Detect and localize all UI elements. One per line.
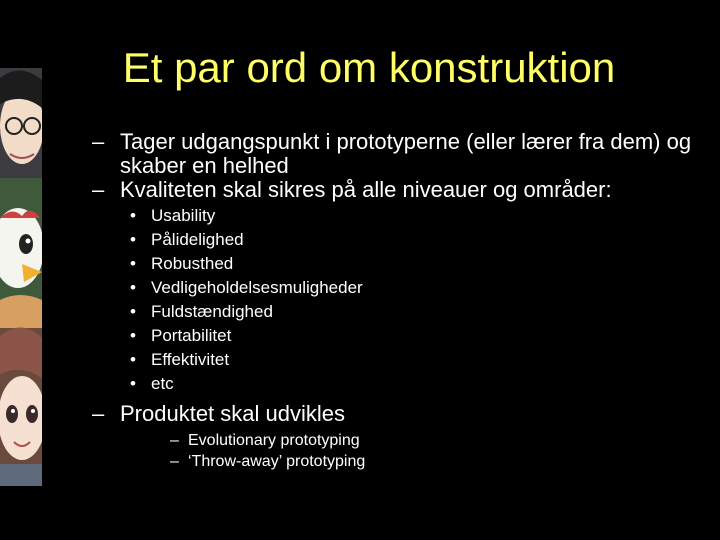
bullet-point bbox=[92, 130, 692, 178]
list-item bbox=[92, 451, 692, 472]
bullet-marker: • bbox=[130, 230, 136, 249]
list-item-text: Evolutionary prototyping bbox=[188, 432, 360, 449]
list-item bbox=[92, 372, 692, 396]
list-item-text: Portabilitet bbox=[151, 326, 232, 345]
bullet-marker: • bbox=[130, 254, 136, 273]
bullet-marker: • bbox=[130, 350, 136, 369]
prototyping-list bbox=[92, 430, 692, 472]
cartoon-characters-icon bbox=[0, 68, 42, 486]
list-item bbox=[92, 252, 692, 276]
list-item bbox=[92, 348, 692, 372]
bullet-marker: • bbox=[130, 374, 136, 393]
bullet-text: Tager udgangspunkt i prototyperne (eller lærer fra dem) og skaber en helhed bbox=[120, 129, 692, 178]
bullet-marker: • bbox=[130, 206, 136, 225]
list-item bbox=[92, 430, 692, 451]
list-item-text: etc bbox=[151, 374, 174, 393]
list-item bbox=[92, 228, 692, 252]
bullet-point bbox=[92, 178, 692, 202]
dash-marker: – bbox=[92, 177, 105, 202]
dash-marker: – bbox=[170, 432, 179, 449]
list-item-text: Pålidelighed bbox=[151, 230, 244, 249]
slide-title: Et par ord om konstruktion bbox=[122, 44, 616, 91]
list-item bbox=[92, 276, 692, 300]
dash-marker: – bbox=[92, 129, 105, 154]
list-item-text: ‘Throw-away’ prototyping bbox=[188, 453, 366, 470]
list-item-text: Vedligeholdelsesmuligheder bbox=[151, 278, 363, 297]
dash-marker: – bbox=[170, 453, 179, 470]
slide-body bbox=[92, 130, 692, 472]
list-item-text: Effektivitet bbox=[151, 350, 230, 369]
list-item bbox=[92, 324, 692, 348]
bullet-marker: • bbox=[130, 278, 136, 297]
bullet-marker: • bbox=[130, 302, 136, 321]
list-item-text: Fuldstændighed bbox=[151, 302, 273, 321]
bullet-text: Produktet skal udvikles bbox=[120, 401, 345, 426]
quality-attributes-list bbox=[92, 204, 692, 396]
list-item-text: Usability bbox=[151, 206, 216, 225]
list-item bbox=[92, 300, 692, 324]
list-item bbox=[92, 204, 692, 228]
bullet-point bbox=[92, 402, 692, 426]
bullet-text: Kvaliteten skal sikres på alle niveauer og områder: bbox=[120, 177, 612, 202]
list-item-text: Robusthed bbox=[151, 254, 234, 273]
bullet-marker: • bbox=[130, 326, 136, 345]
dash-marker: – bbox=[92, 401, 105, 426]
